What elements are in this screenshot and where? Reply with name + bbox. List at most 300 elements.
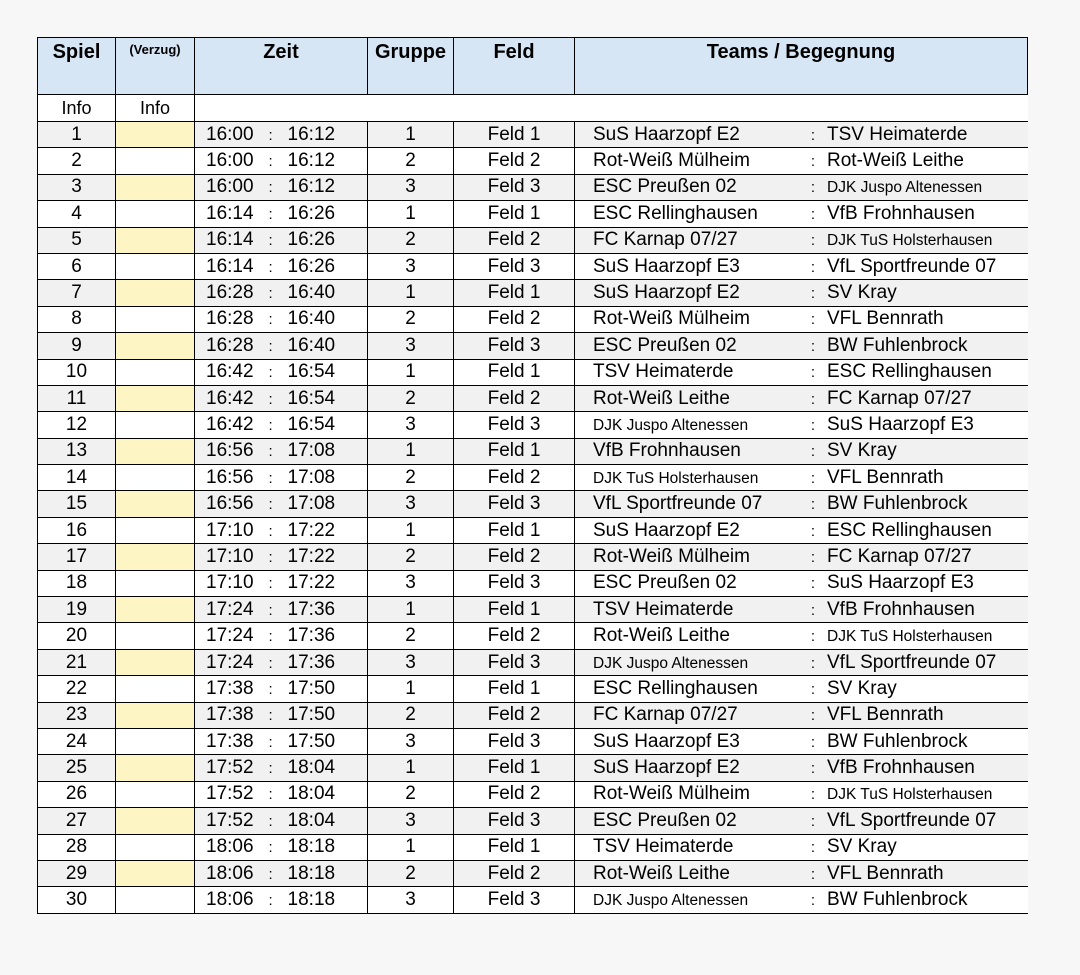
group-cell: 2 <box>368 781 454 807</box>
start-time: 17:10 <box>206 519 254 541</box>
group-cell: 3 <box>368 728 454 754</box>
start-time: 16:56 <box>206 466 254 488</box>
time-cell <box>195 834 368 860</box>
away-team: BW Fuhlenbrock <box>827 493 968 515</box>
time-cell <box>195 517 368 543</box>
time-separator: : <box>268 153 273 171</box>
time-separator: : <box>268 416 273 434</box>
team-separator: : <box>810 364 816 382</box>
field-cell: Feld 1 <box>454 676 575 702</box>
time-separator: : <box>268 205 273 223</box>
home-team: TSV Heimaterde <box>593 598 734 620</box>
away-team: VfL Sportfreunde 07 <box>827 651 997 673</box>
time-separator: : <box>268 812 273 830</box>
home-team: Rot-Weiß Mülheim <box>593 150 750 172</box>
home-team: SuS Haarzopf E3 <box>593 730 740 752</box>
team-separator: : <box>810 575 816 593</box>
match-number: 16 <box>38 517 116 543</box>
team-separator: : <box>810 285 816 303</box>
teams-cell <box>575 306 1028 332</box>
time-separator: : <box>268 126 273 144</box>
away-team: FC Karnap 07/27 <box>827 545 972 567</box>
team-separator: : <box>810 390 816 408</box>
start-time: 17:10 <box>206 572 254 594</box>
group-cell: 1 <box>368 201 454 227</box>
time-cell <box>195 122 368 148</box>
info-row-blank <box>195 95 1028 122</box>
home-team: FC Karnap 07/27 <box>593 704 738 726</box>
teams-cell <box>575 122 1028 148</box>
home-team: SuS Haarzopf E2 <box>593 123 740 145</box>
home-team: Rot-Weiß Mülheim <box>593 308 750 330</box>
group-cell: 2 <box>368 860 454 886</box>
field-cell: Feld 3 <box>454 728 575 754</box>
delay-cell[interactable] <box>116 174 195 200</box>
away-team: VFL Bennrath <box>827 466 944 488</box>
away-team: DJK TuS Holsterhausen <box>827 786 993 804</box>
table-row <box>38 570 1028 596</box>
away-team: Rot-Weiß Leithe <box>827 150 964 172</box>
field-cell: Feld 1 <box>454 438 575 464</box>
time-cell <box>195 465 368 491</box>
group-cell: 1 <box>368 676 454 702</box>
end-time: 16:40 <box>287 308 336 330</box>
delay-cell[interactable] <box>116 412 195 438</box>
table-row <box>38 306 1028 332</box>
time-cell <box>195 333 368 359</box>
end-time: 17:08 <box>287 493 336 515</box>
group-cell: 3 <box>368 412 454 438</box>
team-separator: : <box>810 601 816 619</box>
delay-cell[interactable] <box>116 438 195 464</box>
delay-cell[interactable] <box>116 227 195 253</box>
time-cell <box>195 359 368 385</box>
info-label-verzug: Info <box>116 95 195 122</box>
away-team: SuS Haarzopf E3 <box>827 413 974 435</box>
away-team: VfL Sportfreunde 07 <box>827 255 997 277</box>
match-number: 21 <box>38 649 116 675</box>
group-cell: 2 <box>368 306 454 332</box>
table-row <box>38 201 1028 227</box>
time-separator: : <box>268 311 273 329</box>
home-team: Rot-Weiß Leithe <box>593 387 730 409</box>
field-cell: Feld 1 <box>454 122 575 148</box>
time-separator: : <box>268 522 273 540</box>
field-cell: Feld 2 <box>454 623 575 649</box>
end-time: 17:36 <box>287 651 336 673</box>
start-time: 16:14 <box>206 255 254 277</box>
group-cell: 3 <box>368 808 454 834</box>
time-separator: : <box>268 285 273 303</box>
teams-cell <box>575 860 1028 886</box>
end-time: 16:54 <box>287 361 336 383</box>
home-team: ESC Preußen 02 <box>593 809 737 831</box>
time-cell <box>195 306 368 332</box>
end-time: 18:18 <box>287 862 336 884</box>
field-cell: Feld 2 <box>454 306 575 332</box>
time-separator: : <box>268 548 273 566</box>
end-time: 16:12 <box>287 176 336 198</box>
delay-cell[interactable] <box>116 491 195 517</box>
end-time: 16:26 <box>287 255 336 277</box>
time-separator: : <box>268 496 273 514</box>
delay-cell[interactable] <box>116 860 195 886</box>
team-separator: : <box>810 337 816 355</box>
team-separator: : <box>810 522 816 540</box>
table-row <box>38 544 1028 570</box>
start-time: 16:00 <box>206 123 254 145</box>
group-cell: 2 <box>368 623 454 649</box>
delay-cell[interactable] <box>116 755 195 781</box>
field-cell: Feld 3 <box>454 333 575 359</box>
end-time: 17:50 <box>287 730 336 752</box>
away-team: BW Fuhlenbrock <box>827 730 968 752</box>
end-time: 17:50 <box>287 704 336 726</box>
delay-cell[interactable] <box>116 781 195 807</box>
match-number: 29 <box>38 860 116 886</box>
match-number: 6 <box>38 253 116 279</box>
away-team: VfB Frohnhausen <box>827 598 975 620</box>
table-row <box>38 728 1028 754</box>
start-time: 18:06 <box>206 889 254 911</box>
time-separator: : <box>268 839 273 857</box>
time-separator: : <box>268 258 273 276</box>
time-separator: : <box>268 232 273 250</box>
start-time: 17:24 <box>206 625 254 647</box>
table-row <box>38 227 1028 253</box>
table-row <box>38 491 1028 517</box>
end-time: 17:36 <box>287 598 336 620</box>
end-time: 17:08 <box>287 440 336 462</box>
start-time: 16:56 <box>206 440 254 462</box>
group-cell: 1 <box>368 597 454 623</box>
match-number: 30 <box>38 887 116 913</box>
match-number: 11 <box>38 385 116 411</box>
match-number: 23 <box>38 702 116 728</box>
delay-cell[interactable] <box>116 676 195 702</box>
match-number: 19 <box>38 597 116 623</box>
team-separator: : <box>810 311 816 329</box>
time-separator: : <box>268 575 273 593</box>
start-time: 16:56 <box>206 493 254 515</box>
group-cell: 1 <box>368 755 454 781</box>
info-label-spiel: Info <box>38 95 116 122</box>
col-header-spiel: Spiel <box>38 38 116 95</box>
field-cell: Feld 2 <box>454 227 575 253</box>
team-separator: : <box>810 126 816 144</box>
table-row <box>38 755 1028 781</box>
teams-cell <box>575 887 1028 913</box>
home-team: FC Karnap 07/27 <box>593 229 738 251</box>
time-separator: : <box>268 786 273 804</box>
time-separator: : <box>268 865 273 883</box>
time-separator: : <box>268 390 273 408</box>
delay-cell[interactable] <box>116 122 195 148</box>
away-team: SV Kray <box>827 440 897 462</box>
delay-cell[interactable] <box>116 385 195 411</box>
match-number: 17 <box>38 544 116 570</box>
field-cell: Feld 2 <box>454 702 575 728</box>
delay-cell[interactable] <box>116 623 195 649</box>
table-row <box>38 465 1028 491</box>
away-team: FC Karnap 07/27 <box>827 387 972 409</box>
delay-cell[interactable] <box>116 702 195 728</box>
team-separator: : <box>810 469 816 487</box>
group-cell: 2 <box>368 465 454 491</box>
end-time: 17:22 <box>287 519 336 541</box>
start-time: 16:14 <box>206 229 254 251</box>
table-row <box>38 860 1028 886</box>
time-cell <box>195 570 368 596</box>
time-cell <box>195 280 368 306</box>
time-cell <box>195 702 368 728</box>
field-cell: Feld 2 <box>454 465 575 491</box>
field-cell: Feld 3 <box>454 887 575 913</box>
time-separator: : <box>268 733 273 751</box>
start-time: 17:38 <box>206 704 254 726</box>
start-time: 17:38 <box>206 730 254 752</box>
group-cell: 2 <box>368 544 454 570</box>
home-team: ESC Rellinghausen <box>593 677 758 699</box>
delay-cell[interactable] <box>116 201 195 227</box>
match-number: 18 <box>38 570 116 596</box>
team-separator: : <box>810 892 816 910</box>
field-cell: Feld 1 <box>454 517 575 543</box>
time-cell <box>195 808 368 834</box>
table-row <box>38 148 1028 174</box>
away-team: BW Fuhlenbrock <box>827 889 968 911</box>
delay-cell[interactable] <box>116 544 195 570</box>
delay-cell[interactable] <box>116 359 195 385</box>
time-cell <box>195 728 368 754</box>
team-separator: : <box>810 812 816 830</box>
delay-cell[interactable] <box>116 834 195 860</box>
table-row <box>38 781 1028 807</box>
home-team: SuS Haarzopf E3 <box>593 255 740 277</box>
start-time: 16:28 <box>206 282 254 304</box>
home-team: Rot-Weiß Mülheim <box>593 783 750 805</box>
team-separator: : <box>810 680 816 698</box>
delay-cell[interactable] <box>116 570 195 596</box>
group-cell: 1 <box>368 122 454 148</box>
group-cell: 1 <box>368 280 454 306</box>
delay-cell[interactable] <box>116 465 195 491</box>
delay-cell[interactable] <box>116 333 195 359</box>
time-separator: : <box>268 179 273 197</box>
field-cell: Feld 2 <box>454 385 575 411</box>
time-cell <box>195 544 368 570</box>
table-row <box>38 174 1028 200</box>
table-row <box>38 122 1028 148</box>
time-separator: : <box>268 337 273 355</box>
table-row <box>38 623 1028 649</box>
end-time: 17:22 <box>287 545 336 567</box>
delay-cell[interactable] <box>116 306 195 332</box>
delay-cell[interactable] <box>116 253 195 279</box>
end-time: 16:40 <box>287 282 336 304</box>
away-team: SV Kray <box>827 677 897 699</box>
time-cell <box>195 174 368 200</box>
away-team: DJK TuS Holsterhausen <box>827 628 993 646</box>
delay-cell[interactable] <box>116 597 195 623</box>
end-time: 18:04 <box>287 783 336 805</box>
field-cell: Feld 3 <box>454 412 575 438</box>
match-number: 15 <box>38 491 116 517</box>
delay-cell[interactable] <box>116 808 195 834</box>
match-number: 24 <box>38 728 116 754</box>
teams-cell <box>575 174 1028 200</box>
header-row <box>38 38 1028 95</box>
field-cell: Feld 2 <box>454 148 575 174</box>
field-cell: Feld 3 <box>454 649 575 675</box>
team-separator: : <box>810 628 816 646</box>
end-time: 18:04 <box>287 757 336 779</box>
match-number: 25 <box>38 755 116 781</box>
match-number: 7 <box>38 280 116 306</box>
table-row <box>38 253 1028 279</box>
time-separator: : <box>268 443 273 461</box>
teams-cell <box>575 781 1028 807</box>
table-row <box>38 280 1028 306</box>
match-number: 9 <box>38 333 116 359</box>
teams-cell <box>575 702 1028 728</box>
table-row <box>38 702 1028 728</box>
team-separator: : <box>810 654 816 672</box>
teams-cell <box>575 491 1028 517</box>
away-team: DJK Juspo Altenessen <box>827 179 983 197</box>
delay-cell[interactable] <box>116 280 195 306</box>
delay-cell[interactable] <box>116 148 195 174</box>
group-cell: 1 <box>368 517 454 543</box>
time-cell <box>195 887 368 913</box>
teams-cell <box>575 544 1028 570</box>
time-cell <box>195 491 368 517</box>
team-separator: : <box>810 232 816 250</box>
match-number: 27 <box>38 808 116 834</box>
team-separator: : <box>810 496 816 514</box>
time-cell <box>195 438 368 464</box>
col-header-gruppe: Gruppe <box>368 38 454 95</box>
home-team: VfB Frohnhausen <box>593 440 741 462</box>
start-time: 16:14 <box>206 202 254 224</box>
start-time: 18:06 <box>206 836 254 858</box>
start-time: 16:28 <box>206 334 254 356</box>
match-number: 3 <box>38 174 116 200</box>
team-separator: : <box>810 179 816 197</box>
team-separator: : <box>810 839 816 857</box>
time-separator: : <box>268 469 273 487</box>
time-separator: : <box>268 654 273 672</box>
end-time: 16:26 <box>287 229 336 251</box>
delay-cell[interactable] <box>116 887 195 913</box>
start-time: 17:38 <box>206 677 254 699</box>
home-team: TSV Heimaterde <box>593 836 734 858</box>
teams-cell <box>575 728 1028 754</box>
away-team: TSV Heimaterde <box>827 123 968 145</box>
away-team: VfB Frohnhausen <box>827 202 975 224</box>
away-team: VfB Frohnhausen <box>827 757 975 779</box>
field-cell: Feld 3 <box>454 808 575 834</box>
time-separator: : <box>268 892 273 910</box>
table-row <box>38 359 1028 385</box>
team-separator: : <box>810 153 816 171</box>
start-time: 16:42 <box>206 387 254 409</box>
teams-cell <box>575 755 1028 781</box>
group-cell: 1 <box>368 359 454 385</box>
time-cell <box>195 201 368 227</box>
away-team: VFL Bennrath <box>827 862 944 884</box>
match-number: 8 <box>38 306 116 332</box>
delay-cell[interactable] <box>116 649 195 675</box>
time-cell <box>195 623 368 649</box>
table-row <box>38 676 1028 702</box>
start-time: 17:52 <box>206 757 254 779</box>
start-time: 16:28 <box>206 308 254 330</box>
teams-cell <box>575 517 1028 543</box>
team-separator: : <box>810 443 816 461</box>
team-separator: : <box>810 786 816 804</box>
table-row <box>38 412 1028 438</box>
delay-cell[interactable] <box>116 517 195 543</box>
teams-cell <box>575 359 1028 385</box>
end-time: 17:08 <box>287 466 336 488</box>
home-team: ESC Preußen 02 <box>593 176 737 198</box>
home-team: DJK Juspo Altenessen <box>593 416 749 434</box>
teams-cell <box>575 438 1028 464</box>
team-separator: : <box>810 733 816 751</box>
group-cell: 1 <box>368 438 454 464</box>
table-row <box>38 834 1028 860</box>
match-number: 2 <box>38 148 116 174</box>
time-separator: : <box>268 760 273 778</box>
table-row <box>38 517 1028 543</box>
end-time: 16:54 <box>287 413 336 435</box>
teams-cell <box>575 253 1028 279</box>
teams-cell <box>575 280 1028 306</box>
start-time: 16:42 <box>206 361 254 383</box>
home-team: SuS Haarzopf E2 <box>593 757 740 779</box>
end-time: 18:04 <box>287 809 336 831</box>
home-team: DJK Juspo Altenessen <box>593 892 749 910</box>
time-separator: : <box>268 707 273 725</box>
away-team: ESC Rellinghausen <box>827 361 992 383</box>
group-cell: 2 <box>368 148 454 174</box>
time-cell <box>195 385 368 411</box>
end-time: 16:12 <box>287 150 336 172</box>
time-cell <box>195 412 368 438</box>
table-row <box>38 333 1028 359</box>
match-schedule-table <box>37 37 1028 914</box>
match-number: 12 <box>38 412 116 438</box>
teams-cell <box>575 834 1028 860</box>
col-header-verzug: (Verzug) <box>116 38 195 95</box>
teams-cell <box>575 676 1028 702</box>
home-team: VfL Sportfreunde 07 <box>593 493 763 515</box>
field-cell: Feld 1 <box>454 597 575 623</box>
time-cell <box>195 253 368 279</box>
away-team: VFL Bennrath <box>827 308 944 330</box>
time-separator: : <box>268 601 273 619</box>
end-time: 17:50 <box>287 677 336 699</box>
teams-cell <box>575 201 1028 227</box>
time-cell <box>195 227 368 253</box>
teams-cell <box>575 333 1028 359</box>
delay-cell[interactable] <box>116 728 195 754</box>
table-row <box>38 597 1028 623</box>
end-time: 16:40 <box>287 334 336 356</box>
time-cell <box>195 597 368 623</box>
start-time: 16:00 <box>206 150 254 172</box>
